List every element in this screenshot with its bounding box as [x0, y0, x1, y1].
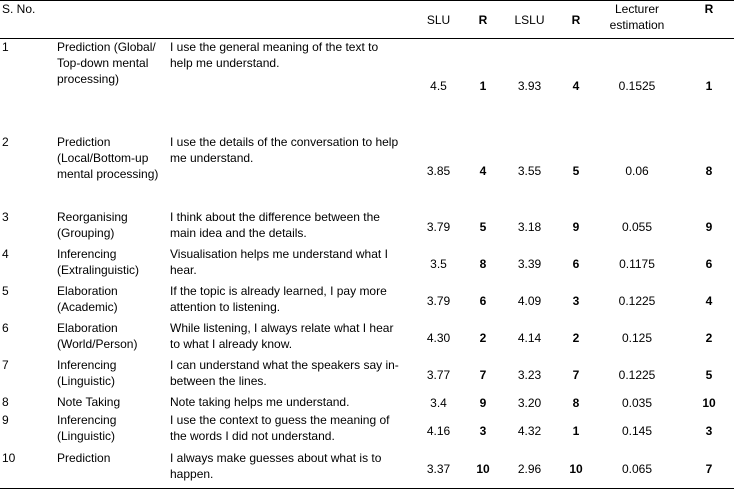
r1-cell: 5 [479, 220, 487, 234]
table-row [0, 39, 734, 134]
row-number: 8 [2, 394, 9, 409]
table-row [0, 450, 734, 489]
row-number: 7 [2, 357, 9, 372]
header-sno: S. No. [0, 1, 55, 39]
r1-cell: 4 [479, 164, 487, 178]
item-cell: I use the general meaning of the text to help me understand. [170, 40, 379, 70]
r2-cell: 2 [572, 331, 580, 345]
strategy-cell: Elaboration (World/Person) [57, 320, 138, 351]
slu-cell: 4.16 [426, 423, 451, 438]
table-row [0, 246, 734, 283]
item-cell: I always make guesses about what is to happen. [168, 450, 408, 489]
r1-cell: 10 [469, 450, 497, 489]
strategy-cell: Prediction (Local/Bottom-up mental processing) [57, 134, 159, 181]
r3-cell: 1 [705, 79, 713, 94]
r3-cell: 3 [705, 423, 713, 438]
lslu-cell: 3.39 [517, 257, 542, 271]
lecturer-estimation-cell: 0.145 [621, 423, 653, 438]
r3-cell: 9 [705, 220, 713, 234]
r2-cell: 3 [572, 294, 580, 308]
lslu-cell: 3.23 [517, 368, 542, 382]
r1-cell: 6 [479, 294, 487, 308]
lslu-cell: 3.20 [517, 395, 542, 410]
lslu-cell: 3.55 [517, 164, 542, 178]
item-cell: If the topic is already learned, I pay more attention to listening. [170, 283, 387, 314]
lslu-cell: 4.32 [517, 423, 542, 438]
item-cell: I use the context to guess the meaning of the words I did not understand. [170, 412, 390, 443]
lslu-cell: 3.93 [517, 79, 542, 94]
strategy-cell: Note Taking [57, 394, 121, 409]
lslu-cell: 4.14 [517, 331, 542, 345]
r3-cell: 10 [702, 395, 716, 410]
row-number: 2 [2, 134, 9, 149]
r2-cell: 10 [562, 450, 590, 489]
slu-cell: 3.4 [430, 395, 447, 410]
table-row [0, 209, 734, 246]
table-row [0, 394, 734, 412]
row-number: 4 [2, 246, 9, 261]
r3-cell: 7 [684, 450, 734, 489]
header-row [0, 1, 734, 39]
r2-cell: 1 [572, 423, 580, 438]
strategy-cell: Prediction (Global/ Top-down mental processing) [57, 40, 156, 86]
slu-cell: 3.5 [430, 257, 447, 271]
r1-cell: 7 [479, 368, 487, 382]
row-number: 10 [0, 450, 55, 489]
item-cell: Visualisation helps me understand what I hear. [170, 246, 388, 277]
header-r3: R [684, 1, 734, 39]
r1-cell: 3 [479, 423, 487, 438]
lecturer-estimation-cell: 0.065 [590, 450, 684, 489]
lecturer-estimation-cell: 0.125 [621, 331, 653, 345]
strategy-cell: Prediction [55, 450, 168, 489]
r1-cell: 2 [479, 331, 487, 345]
row-number: 6 [2, 320, 9, 335]
r2-cell: 8 [572, 395, 580, 410]
lecturer-estimation-cell: 0.1225 [618, 294, 656, 308]
table-row [0, 357, 734, 394]
item-cell: While listening, I always relate what I hear to what I already know. [170, 320, 394, 351]
r2-cell: 6 [572, 257, 580, 271]
lslu-cell: 4.09 [517, 294, 542, 308]
lecturer-estimation-cell: 0.035 [621, 395, 653, 410]
lecturer-estimation-cell: 0.055 [621, 220, 653, 234]
lslu-cell: 3.18 [517, 220, 542, 234]
item-cell: I use the details of the conversation to help me understand. [170, 134, 399, 165]
slu-cell: 3.77 [426, 368, 451, 382]
lecturer-estimation-cell: 0.1525 [618, 79, 656, 94]
r3-cell: 5 [705, 368, 713, 382]
strategy-cell: Inferencing (Linguistic) [57, 357, 117, 388]
slu-cell: 3.37 [408, 450, 469, 489]
r2-cell: 7 [572, 368, 580, 382]
lecturer-estimation-cell: 0.06 [625, 164, 649, 178]
item-cell: I think about the difference between the main idea and the details. [170, 209, 380, 240]
row-number: 1 [2, 40, 9, 54]
row-number: 9 [2, 412, 9, 427]
r3-cell: 4 [705, 294, 713, 308]
r2-cell: 4 [572, 79, 580, 94]
lecturer-estimation-cell: 0.1225 [618, 368, 656, 382]
table-row [0, 134, 734, 209]
header-lecturer-estimation: Lecturer estimation [590, 1, 684, 39]
item-cell: I can understand what the speakers say in-between the lines. [170, 357, 399, 388]
lslu-cell: 2.96 [497, 450, 562, 489]
slu-cell: 3.79 [426, 220, 451, 234]
header-item [168, 1, 408, 39]
table-row [0, 320, 734, 357]
slu-cell: 4.30 [426, 331, 451, 345]
r1-cell: 8 [479, 257, 487, 271]
strategy-cell: Inferencing (Extralinguistic) [57, 246, 140, 277]
header-r2: R [562, 1, 590, 39]
r1-cell: 1 [479, 79, 487, 94]
item-cell: Note taking helps me understand. [170, 394, 350, 409]
r2-cell: 9 [572, 220, 580, 234]
header-slu: SLU [408, 1, 469, 39]
r3-cell: 8 [705, 164, 713, 178]
row-number: 5 [2, 283, 9, 298]
table-row [0, 283, 734, 320]
row-number: 3 [2, 209, 9, 224]
r1-cell: 9 [479, 395, 487, 410]
header-r1: R [469, 1, 497, 39]
header-lslu: LSLU [497, 1, 562, 39]
lecturer-estimation-cell: 0.1175 [619, 257, 655, 271]
r3-cell: 6 [705, 257, 713, 271]
r2-cell: 5 [572, 164, 580, 178]
strategy-cell: Inferencing (Linguistic) [57, 412, 117, 443]
slu-cell: 4.5 [430, 79, 447, 94]
table-row [0, 412, 734, 450]
r3-cell: 2 [705, 331, 713, 345]
slu-cell: 3.85 [426, 164, 451, 178]
strategy-cell: Reorganising (Grouping) [57, 209, 128, 240]
header-strategy [55, 1, 168, 39]
slu-cell: 3.79 [426, 294, 451, 308]
strategy-cell: Elaboration (Academic) [57, 283, 118, 314]
